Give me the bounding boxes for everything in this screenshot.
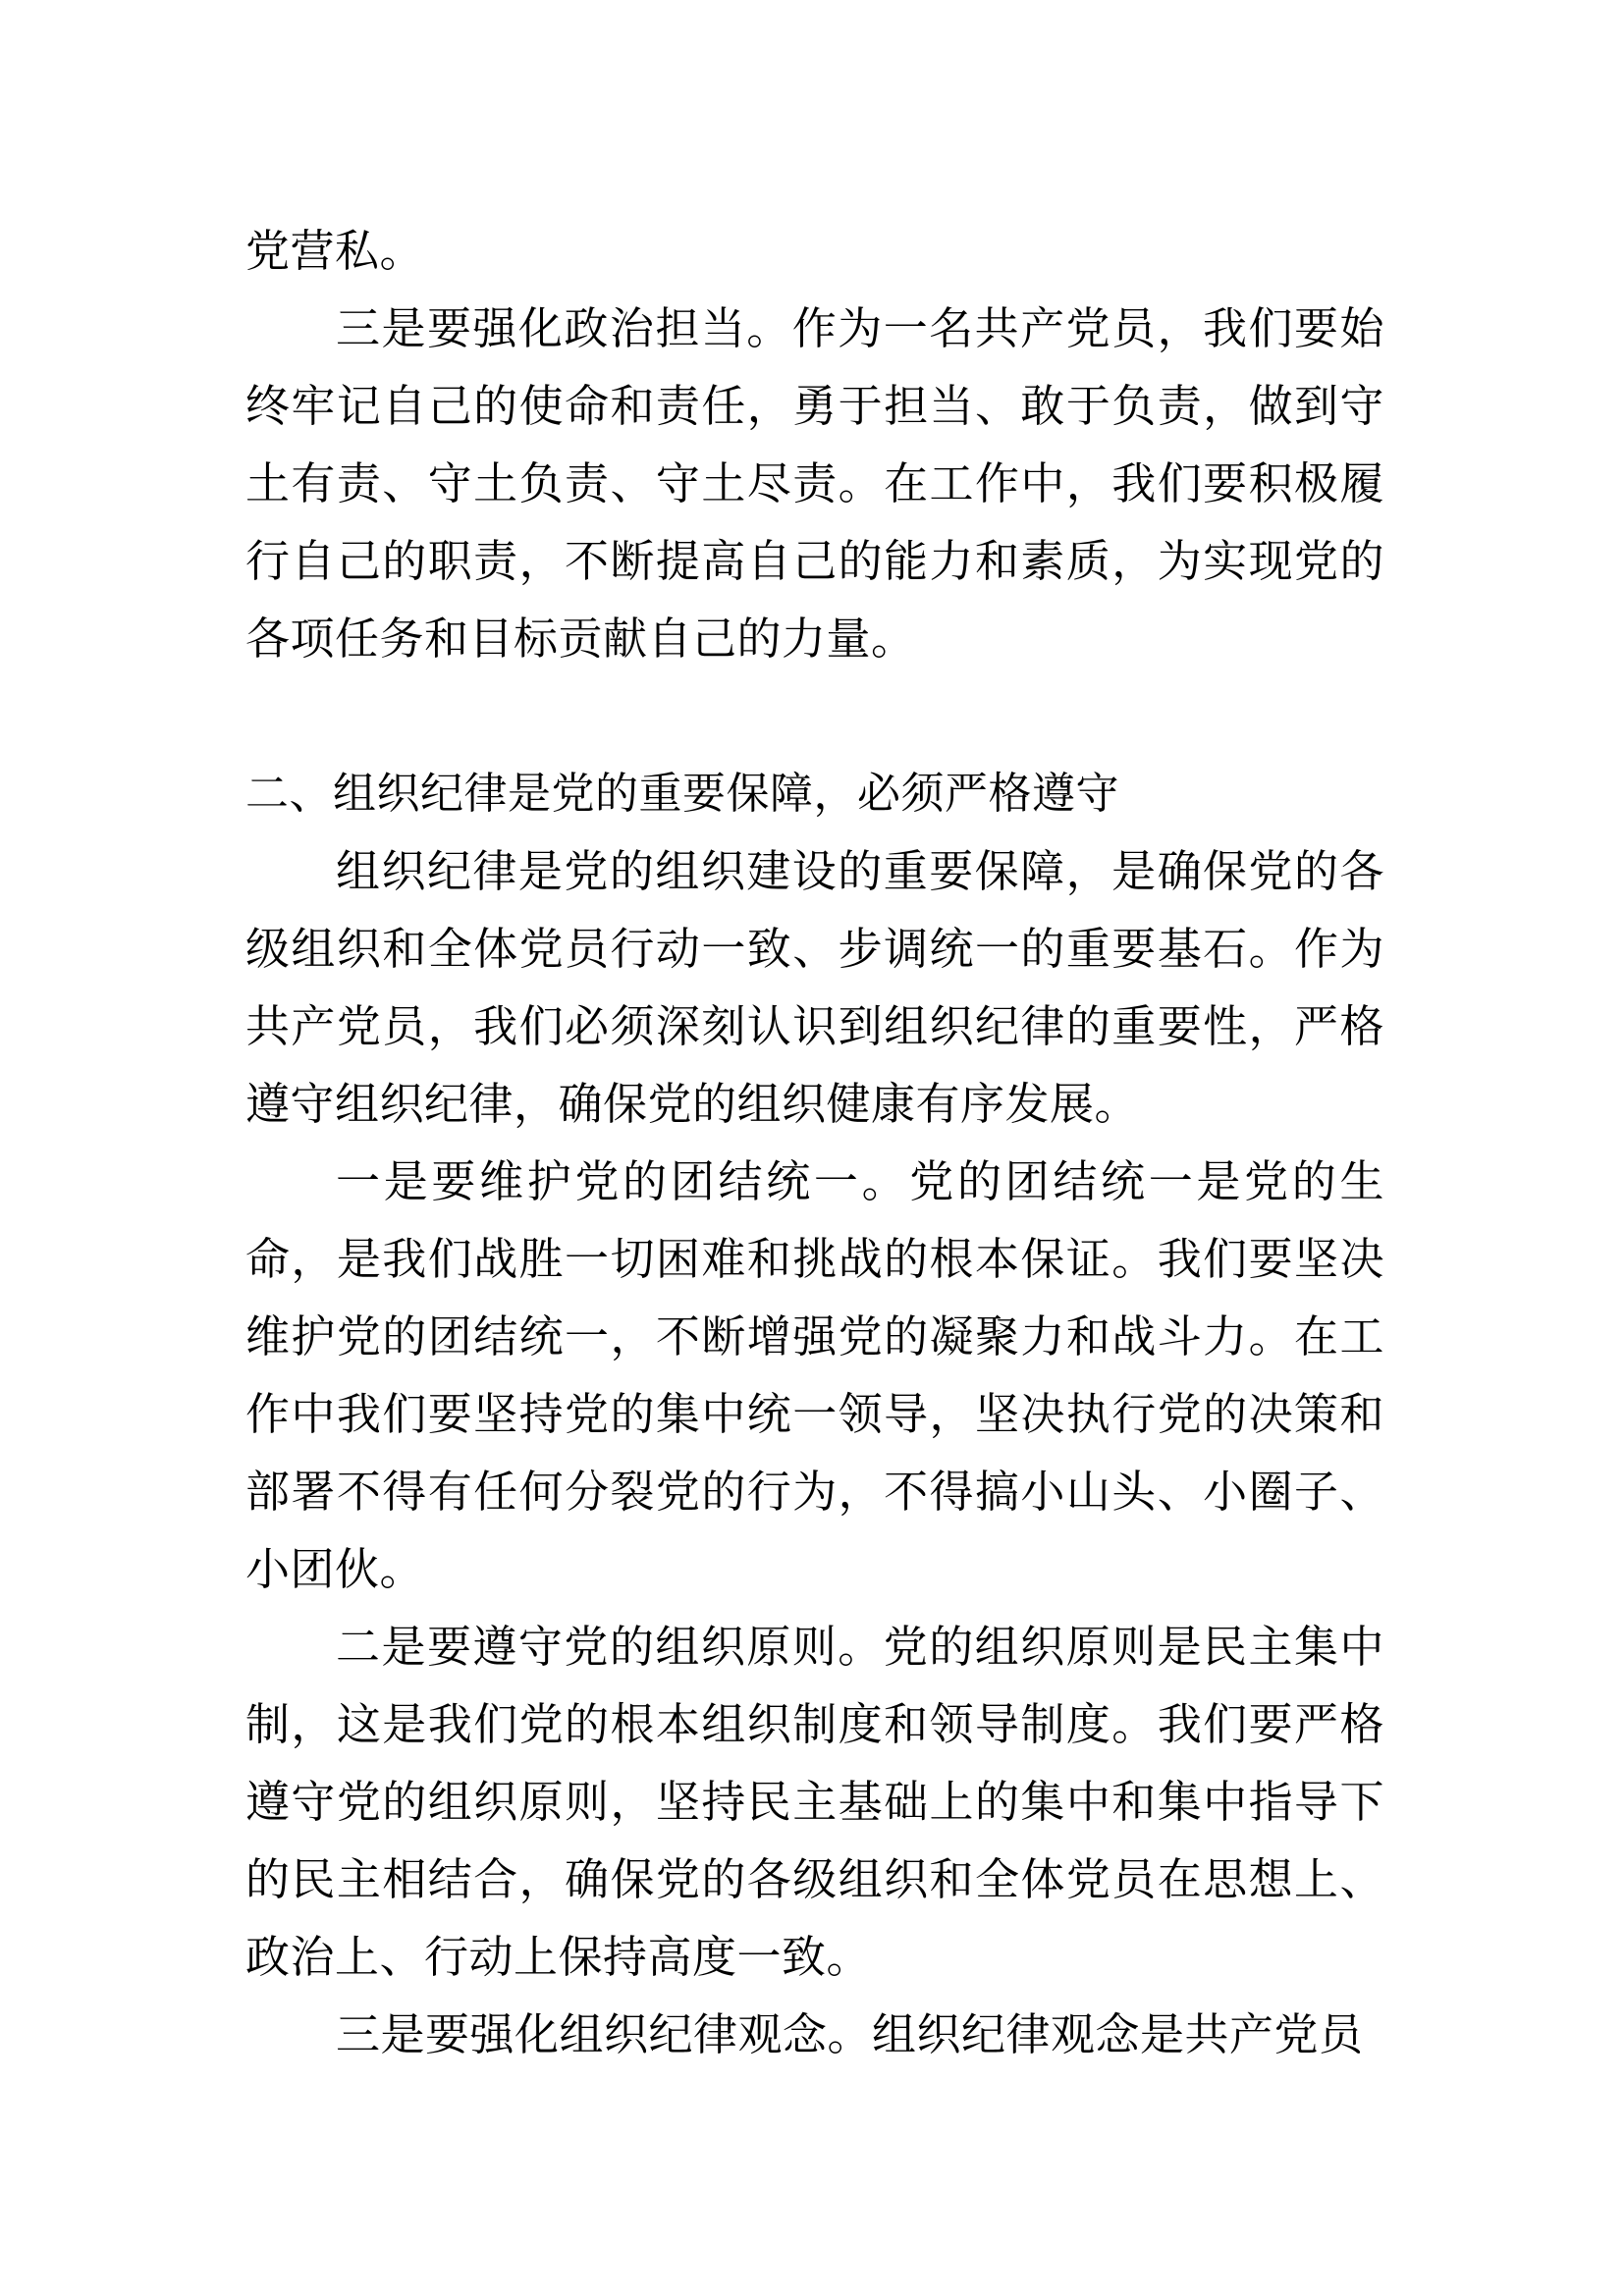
paragraph-political-responsibility: 三是要强化政治担当。作为一名共产党员，我们要始终牢记自己的使命和责任，勇于担当、敢于负责，做到守土有责、守土负责、守土尽责。在工作中，我们要积极履行自己的职责，不断提高自己的能力和素质，为实现党的各项任务和目标贡献自己的力量。 bbox=[245, 302, 1384, 665]
paragraph-discipline-awareness: 三是要强化组织纪律观念。组织纪律观念是共产党员 bbox=[336, 2008, 1364, 2060]
paragraph-organizational-principles: 二是要遵守党的组织原则。党的组织原则是民主集中制，这是我们党的根本组织制度和领导制度。我们要严格遵守党的组织原则，坚持民主基础上的集中和集中指导下的民主相结合，确保党的各级组织和全体党员在思想上、政治上、行动上保持高度一致。 bbox=[245, 1621, 1384, 1983]
paragraph-continuation: 党营私。 bbox=[245, 225, 425, 277]
section-heading-organizational-discipline: 二、组织纪律是党的重要保障，必须严格遵守 bbox=[245, 769, 1119, 819]
paragraph-party-unity: 一是要维护党的团结统一。党的团结统一是党的生命，是我们战胜一切困难和挑战的根本保证。我们要坚决维护党的团结统一，不断增强党的凝聚力和战斗力。在工作中我们要坚持党的集中统一领导，坚决执行党的决策和部署不得有任何分裂党的行为，不得搞小山头、小圈子、小团伙。 bbox=[245, 1155, 1384, 1595]
paragraph-discipline-intro: 组织纪律是党的组织建设的重要保障，是确保党的各级组织和全体党员行动一致、步调统一的重要基石。作为共产党员，我们必须深刻认识到组织纪律的重要性，严格遵守组织纪律，确保党的组织健康有序发展。 bbox=[245, 845, 1384, 1130]
document-body bbox=[245, 212, 1384, 2073]
